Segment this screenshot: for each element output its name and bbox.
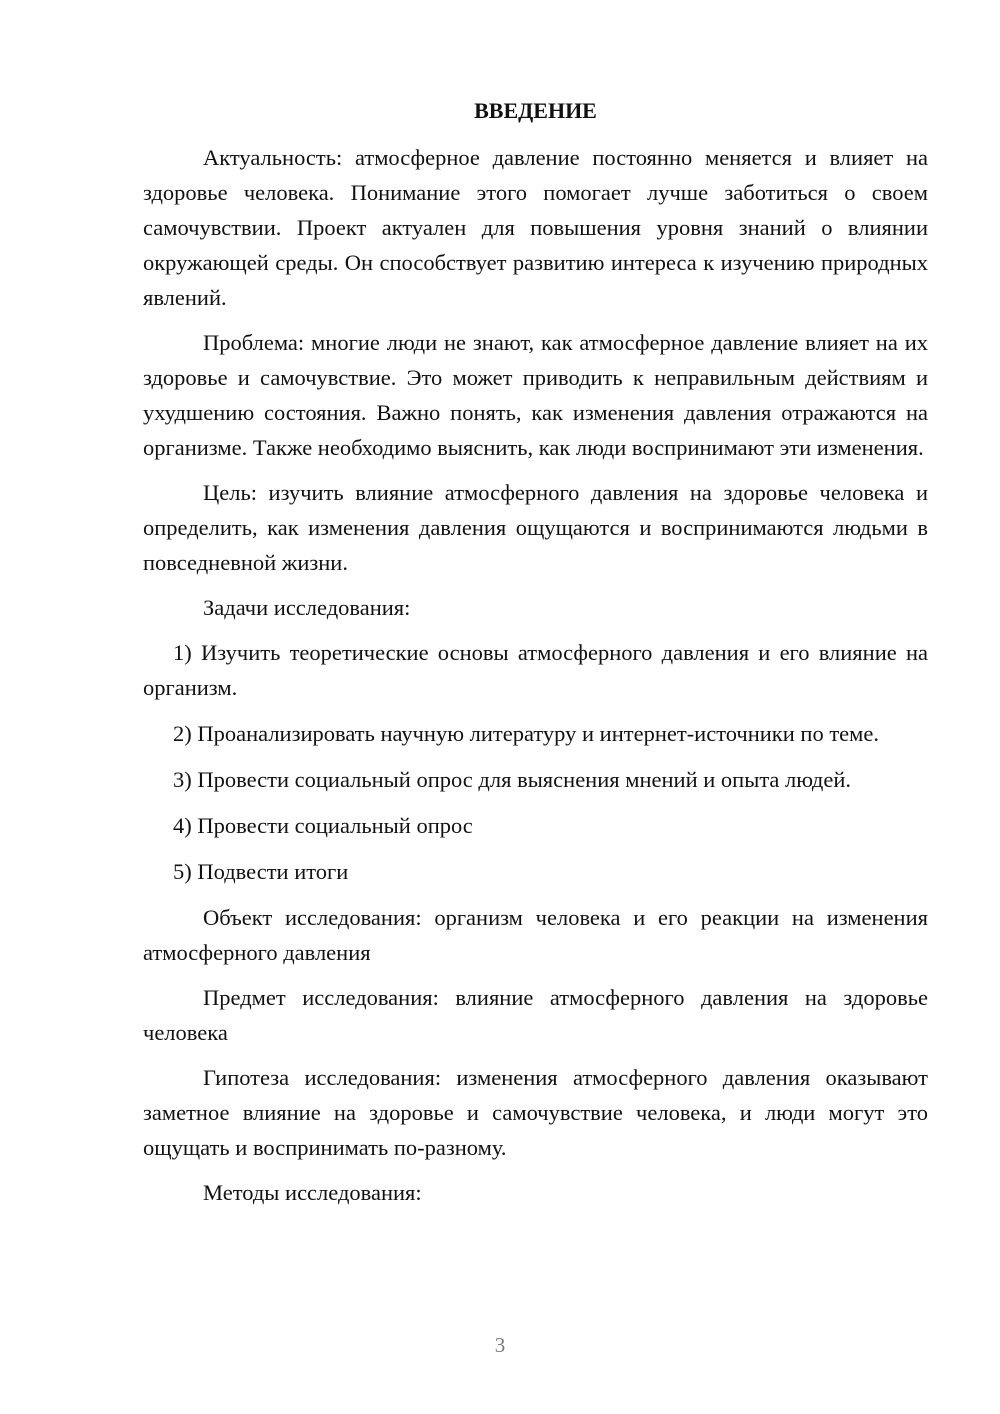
page-content bbox=[143, 93, 928, 1220]
methods-title: Методы исследования: bbox=[203, 1180, 422, 1205]
task-item-4: 4) Провести социальный опрос bbox=[173, 813, 473, 838]
relevance-paragraph: Актуальность: атмосферное давление постоянно меняется и влияет на здоровье человека. Понимание этого помогает лучше заботиться о своем самочувствии. Проект актуален для повышения уровня знаний о влиянии окружающей среды. Он способствует развитию интереса к изучению природных явлений. bbox=[143, 145, 928, 310]
page-number: 3 bbox=[494, 1333, 506, 1357]
goal-paragraph: Цель: изучить влияние атмосферного давления на здоровье человека и определить, как изменения давления ощущаются и воспринимаются людьми в повседневной жизни. bbox=[143, 480, 928, 575]
task-item-5: 5) Подвести итоги bbox=[173, 859, 349, 884]
problem-paragraph: Проблема: многие люди не знают, как атмосферное давление влияет на их здоровье и самочувствие. Это может приводить к неправильным действиям и ухудшению состояния. Важно понять, как изменения давления отражаются на организме. Также необходимо выяснить, как люди воспринимают эти изменения. bbox=[143, 330, 928, 460]
task-item-1: 1) Изучить теоретические основы атмосферного давления и его влияние на организм. bbox=[143, 640, 928, 700]
subject-paragraph: Предмет исследования: влияние атмосферного давления на здоровье человека bbox=[143, 985, 928, 1045]
tasks-title: Задачи исследования: bbox=[203, 595, 411, 620]
task-item-3: 3) Провести социальный опрос для выяснения мнений и опыта людей. bbox=[173, 767, 852, 792]
section-heading: ВВЕДЕНИЕ bbox=[474, 98, 597, 123]
hypothesis-paragraph: Гипотеза исследования: изменения атмосферного давления оказывают заметное влияние на здоровье и самочувствие человека, и люди могут это ощущать и воспринимать по-разному. bbox=[143, 1065, 928, 1160]
task-item-2: 2) Проанализировать научную литературу и интернет-источники по теме. bbox=[173, 721, 879, 746]
object-paragraph: Объект исследования: организм человека и его реакции на изменения атмосферного давления bbox=[143, 905, 928, 965]
tasks-list bbox=[143, 635, 928, 889]
